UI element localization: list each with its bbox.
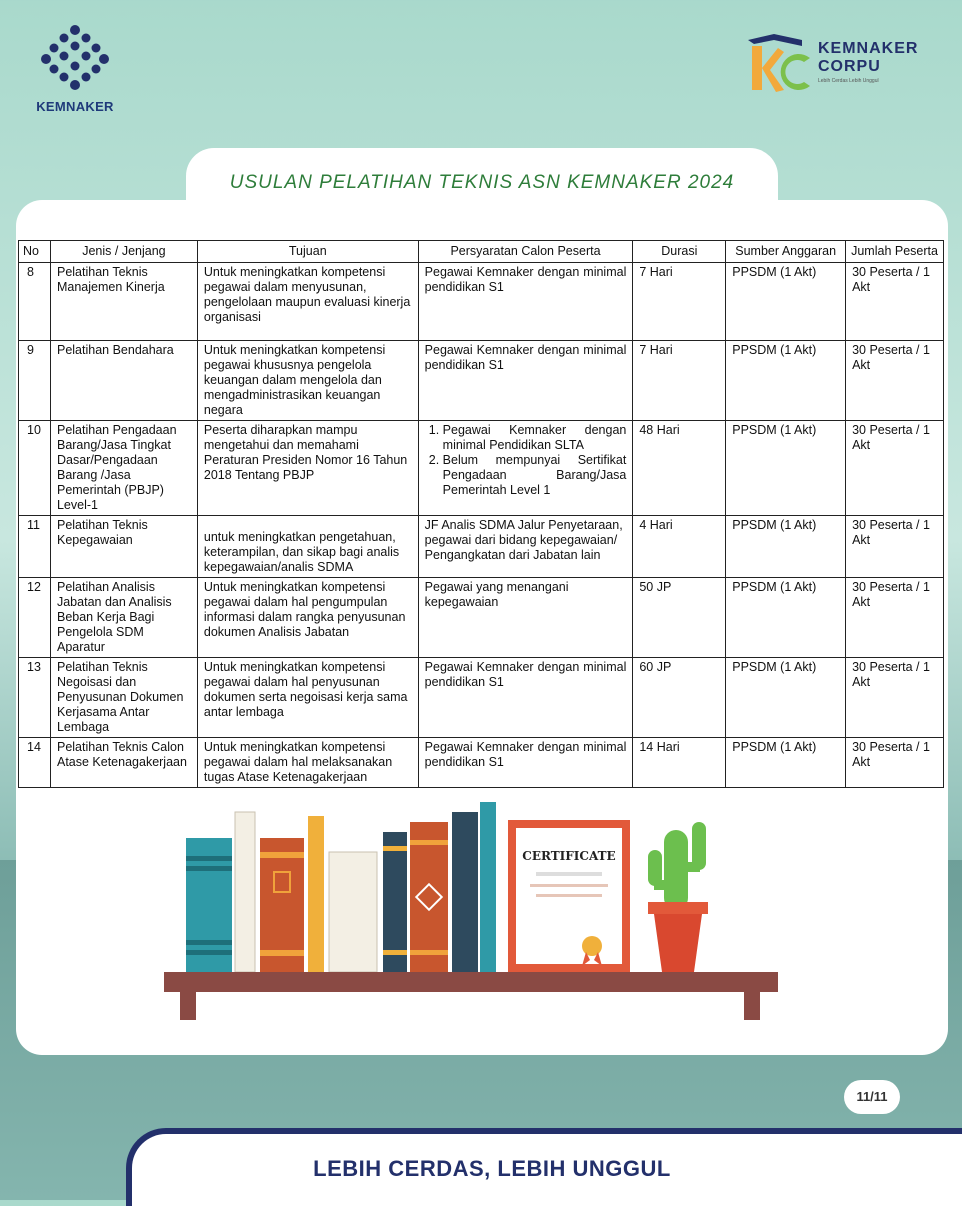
table-row [19,516,944,578]
cell-jenis: Pelatihan Teknis Calon Atase Ketenagakerjaan [50,738,197,788]
cell-jumlah: 30 Peserta / 1 Akt [846,341,944,421]
header-sumber: Sumber Anggaran [726,241,846,263]
cell-jumlah: 30 Peserta / 1 Akt [846,263,944,341]
table-row [19,738,944,788]
table-header-row [19,241,944,263]
kc-emblem-icon [744,34,814,98]
footer-slogan: LEBIH CERDAS, LEBIH UNGGUL [313,1156,671,1181]
cell-jumlah: 30 Peserta / 1 Akt [846,738,944,788]
page-title: USULAN PELATIHAN TEKNIS ASN KEMNAKER 2024 [229,172,735,193]
cell-jenis: Pelatihan Teknis Kepegawaian [50,516,197,578]
kemnaker-logo [30,24,120,114]
cell-durasi: 7 Hari [633,263,726,341]
table-row [19,263,944,341]
shelf [164,972,778,992]
cell-jenis: Pelatihan Analisis Jabatan dan Analisis Beban Kerja Bagi Pengelola SDM Aparatur [50,578,197,658]
table-row [19,421,944,516]
book-icon [452,812,478,972]
cell-tujuan: Untuk meningkatkan kompetensi pegawai dalam hal melaksanakan tugas Atase Ketenagakerjaan [197,738,418,788]
cell-persyaratan: Pegawai Kemnaker dengan minimal pendidikan S1 [418,738,633,788]
certificate-label: CERTIFICATE [522,849,616,863]
cell-jumlah: 30 Peserta / 1 Akt [846,516,944,578]
cell-tujuan: Untuk meningkatkan kompetensi pegawai dalam hal pengumpulan informasi dalam rangka penyusunan dokumen Analisis Jabatan [197,578,418,658]
cell-durasi: 50 JP [633,578,726,658]
cell-sumber: PPSDM (1 Akt) [726,341,846,421]
cell-durasi: 48 Hari [633,421,726,516]
cell-jenis: Pelatihan Pengadaan Barang/Jasa Tingkat Dasar/Pengadaan Barang /Jasa Pemerintah (PBJP) Level-1 [50,421,197,516]
certificate-icon [508,820,630,972]
cell-persyaratan: Pegawai Kemnaker dengan minimal pendidikan S1 [418,341,633,421]
page-number: 11/11 [844,1080,900,1114]
cell-tujuan: Untuk meningkatkan kompetensi pegawai khususnya pengelola keuangan dalam mengelola dan mengadministrasikan keuangan negara [197,341,418,421]
kemnaker-logo-text: KEMNAKER [36,99,114,114]
cell-jumlah: 30 Peserta / 1 Akt [846,578,944,658]
cell-tujuan: untuk meningkatkan pengetahuan, keterampilan, dan sikap bagi analis kepegawaian/analis SDMA [197,516,418,578]
bookshelf-illustration [180,800,760,975]
cell-no: 13 [19,658,51,738]
cell-durasi: 60 JP [633,658,726,738]
training-table [18,240,944,788]
table-row [19,341,944,421]
cell-persyaratan: Pegawai Kemnaker dengan minimal pendidikan S1 [418,658,633,738]
cell-durasi: 7 Hari [633,341,726,421]
shelf-leg [744,990,760,1020]
requirements-list: 1. Pegawai Kemnaker dengan minimal Pendidikan SLTA 2. Belum mempunyai Sertifikat Pengadaan Barang/Jasa Pemerintah Level 1 [425,423,627,498]
book-icon [329,852,377,972]
cell-no: 14 [19,738,51,788]
cactus-icon [648,822,708,972]
cell-tujuan: Untuk meningkatkan kompetensi pegawai dalam menyusunan, pengelolaan maupun evaluasi kinerja organisasi [197,263,418,341]
kc-tagline: Lebih Cerdas Lebih Unggul [818,78,879,84]
table-row [19,658,944,738]
cell-sumber: PPSDM (1 Akt) [726,516,846,578]
footer-banner [126,1128,962,1206]
header-persyaratan: Persyaratan Calon Peserta [418,241,633,263]
cell-no: 10 [19,421,51,516]
cell-persyaratan: Pegawai Kemnaker dengan minimal pendidikan S1 [418,263,633,341]
header-durasi: Durasi [633,241,726,263]
cell-jenis: Pelatihan Teknis Manajemen Kinerja [50,263,197,341]
cell-durasi: 4 Hari [633,516,726,578]
book-icon [480,802,496,972]
cell-tujuan: Untuk meningkatkan kompetensi pegawai dalam hal penyusunan dokumen serta negoisasi kerja sama antar lembaga [197,658,418,738]
cell-sumber: PPSDM (1 Akt) [726,658,846,738]
cell-durasi: 14 Hari [633,738,726,788]
cell-sumber: PPSDM (1 Akt) [726,578,846,658]
kemnaker-corpu-logo [744,34,944,104]
cell-no: 8 [19,263,51,341]
book-icon [235,812,255,972]
cell-no: 12 [19,578,51,658]
cell-jenis: Pelatihan Bendahara [50,341,197,421]
title-tab [186,148,778,218]
cell-jumlah: 30 Peserta / 1 Akt [846,658,944,738]
shelf-leg [180,990,196,1020]
cell-no: 9 [19,341,51,421]
cell-jumlah: 30 Peserta / 1 Akt [846,421,944,516]
cell-persyaratan: Pegawai yang menangani kepegawaian [418,578,633,658]
cell-persyaratan: JF Analis SDMA Jalur Penyetaraan, pegawai dari bidang kepegawaian/ Pengangkatan dari Jabatan lain [418,516,633,578]
header-jumlah: Jumlah Peserta [846,241,944,263]
cell-jenis: Pelatihan Teknis Negoisasi dan Penyusunan Dokumen Kerjasama Antar Lembaga [50,658,197,738]
header [0,0,962,150]
cell-sumber: PPSDM (1 Akt) [726,263,846,341]
header-jenis: Jenis / Jenjang [50,241,197,263]
cell-sumber: PPSDM (1 Akt) [726,421,846,516]
book-icon [308,816,324,972]
header-no: No [19,241,51,263]
table-row [19,578,944,658]
kemnaker-emblem-icon [40,24,110,90]
cell-persyaratan [418,421,633,516]
kc-title: KEMNAKER CORPU [818,40,919,75]
cell-no: 11 [19,516,51,578]
cell-tujuan: Peserta diharapkan mampu mengetahui dan memahami Peraturan Presiden Nomor 16 Tahun 2018 Tentang PBJP [197,421,418,516]
header-tujuan: Tujuan [197,241,418,263]
cell-sumber: PPSDM (1 Akt) [726,738,846,788]
